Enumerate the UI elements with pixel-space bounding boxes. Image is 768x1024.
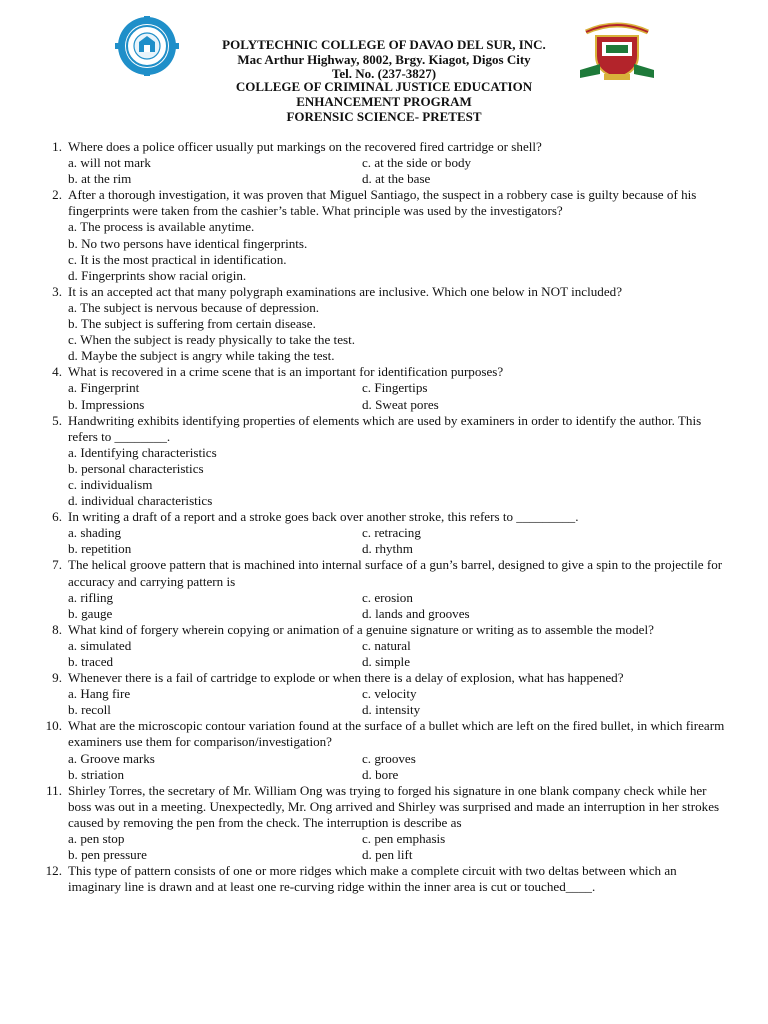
answer-option: c. When the subject is ready physically to take the test. <box>68 332 356 348</box>
answer-option: d. bore <box>362 766 399 782</box>
question-text: It is an accepted act that many polygraph examinations are inclusive. Which one below in NOT included? <box>68 283 623 299</box>
answer-option: a. The process is available anytime. <box>68 219 255 235</box>
answer-option: c. retracing <box>362 525 421 541</box>
answer-option: c. pen emphasis <box>362 831 446 847</box>
question-number: 2. <box>52 187 62 203</box>
question-text: Where does a police officer usually put markings on the recovered fired cartridge or shell? <box>68 139 542 154</box>
question-number: 12. <box>45 863 62 879</box>
question-number: 6. <box>52 509 62 525</box>
question-text: This type of pattern consists of one or more ridges which make a complete circuit with two deltas between which an imaginary line is drawn and at least one re-curving ridge within the inner area is cut or touched____. <box>68 863 677 895</box>
answer-option: b. personal characteristics <box>68 460 204 476</box>
answer-option: c. It is the most practical in identification. <box>68 251 287 267</box>
question-text: What are the microscopic contour variation found at the surface of a bullet which are left on the fired bullet, in which firearm examiners use them for comparison/investigation? <box>68 718 725 750</box>
answer-option: c. velocity <box>362 686 417 702</box>
question-list <box>40 139 730 895</box>
institution-telephone: Tel. No. (237-3827) <box>331 66 437 81</box>
question-item <box>40 187 730 284</box>
answer-option: b. gauge <box>68 605 113 621</box>
institution-name: POLYTECHNIC COLLEGE OF DAVAO DEL SUR, INC. <box>222 37 546 52</box>
college-name: COLLEGE OF CRIMINAL JUSTICE EDUCATION <box>235 79 533 94</box>
question-item <box>40 509 730 557</box>
answer-option: d. individual characteristics <box>68 493 213 509</box>
question-item <box>40 863 730 895</box>
question-number: 8. <box>52 621 62 637</box>
answer-option: d. at the base <box>362 171 431 187</box>
answer-option: d. Maybe the subject is angry while taking the test. <box>68 348 335 364</box>
answer-option: d. rhythm <box>362 541 413 557</box>
answer-option: c. individualism <box>68 476 153 492</box>
answer-option: a. Groove marks <box>68 750 155 766</box>
answer-option: a. pen stop <box>68 831 125 847</box>
answer-option: a. The subject is nervous because of depression. <box>68 299 320 315</box>
answer-option: a. rifling <box>68 589 114 605</box>
question-item <box>40 783 730 863</box>
answer-option: b. No two persons have identical fingerprints. <box>68 235 308 251</box>
question-item <box>40 413 730 510</box>
answer-option: d. pen lift <box>362 847 413 863</box>
answer-option: c. erosion <box>362 589 413 605</box>
answer-option: b. at the rim <box>68 171 132 187</box>
question-text: What kind of forgery wherein copying or animation of a genuine signature or writing as to assemble the model? <box>68 621 654 637</box>
question-number: 7. <box>52 557 62 573</box>
answer-option: b. pen pressure <box>68 847 147 863</box>
question-item <box>40 718 730 782</box>
answer-option: a. Fingerprint <box>68 380 140 396</box>
answer-option: a. Hang fire <box>68 686 131 702</box>
question-number: 11. <box>46 782 62 798</box>
answer-option: d. Sweat pores <box>362 396 439 412</box>
question-number: 4. <box>52 364 62 380</box>
question-text: Handwriting exhibits identifying properties of elements which are used by examiners in order to identify the author. This refers to ________. <box>68 412 702 444</box>
question-item <box>40 364 730 412</box>
question-number: 5. <box>52 412 62 428</box>
answer-option: c. grooves <box>362 750 416 766</box>
answer-option: a. simulated <box>68 637 132 653</box>
answer-option: c. Fingertips <box>362 380 428 396</box>
answer-option: d. lands and grooves <box>362 605 470 621</box>
answer-option: a. shading <box>68 525 122 541</box>
question-number: 9. <box>52 670 62 686</box>
question-text: What is recovered in a crime scene that is an important for identification purposes? <box>68 364 504 380</box>
answer-option: a. will not mark <box>68 155 151 171</box>
question-text: After a thorough investigation, it was proven that Miguel Santiago, the suspect in a robbery case is guilty because of his fingerprints were taken from the cashier’s table. What principle was used by the investigators? <box>68 187 697 219</box>
answer-option: d. simple <box>362 654 411 669</box>
question-item <box>40 284 730 364</box>
question-number: 3. <box>52 283 62 299</box>
question-item <box>40 622 730 670</box>
institution-address: Mac Arthur Highway, 8002, Brgy. Kiagot, Digos City <box>237 52 531 67</box>
answer-option: d. intensity <box>362 702 421 718</box>
answer-option: b. repetition <box>68 541 132 557</box>
question-text: In writing a draft of a report and a stroke goes back over another stroke, this refers to _________. <box>68 509 579 525</box>
question-text: The helical groove pattern that is machined into internal surface of a gun’s barrel, designed to give a spin to the projectile for accuracy and carrying pattern is <box>68 557 723 589</box>
answer-option: d. Fingerprints show racial origin. <box>68 267 247 283</box>
answer-option: a. Identifying characteristics <box>68 444 217 460</box>
answer-option: c. natural <box>362 637 411 653</box>
program-name: ENHANCEMENT PROGRAM <box>296 94 472 109</box>
answer-option: b. traced <box>68 654 114 669</box>
question-item <box>40 670 730 718</box>
question-text: Shirley Torres, the secretary of Mr. William Ong was trying to forged his signature in one blank company check while her boss was out in a meeting. Unexpectedly, Mr. Ong arrived and Shirley was surprised and made an interruption in her strokes caused by removing the pen from the check. The interruption is describe as <box>68 782 720 830</box>
answer-option: b. Impressions <box>68 396 145 412</box>
exam-title: FORENSIC SCIENCE- PRETEST <box>286 109 482 124</box>
answer-option: c. at the side or body <box>362 155 472 171</box>
question-item <box>40 139 730 187</box>
answer-option: b. recoll <box>68 702 111 718</box>
question-text: Whenever there is a fail of cartridge to explode or when there is a delay of explosion, what has happened? <box>68 670 624 686</box>
answer-option: b. The subject is suffering from certain disease. <box>68 316 316 332</box>
answer-option: b. striation <box>68 766 125 782</box>
question-number: 1. <box>52 139 62 154</box>
question-number: 10. <box>45 718 62 734</box>
document-header <box>0 0 768 140</box>
question-item <box>40 557 730 621</box>
